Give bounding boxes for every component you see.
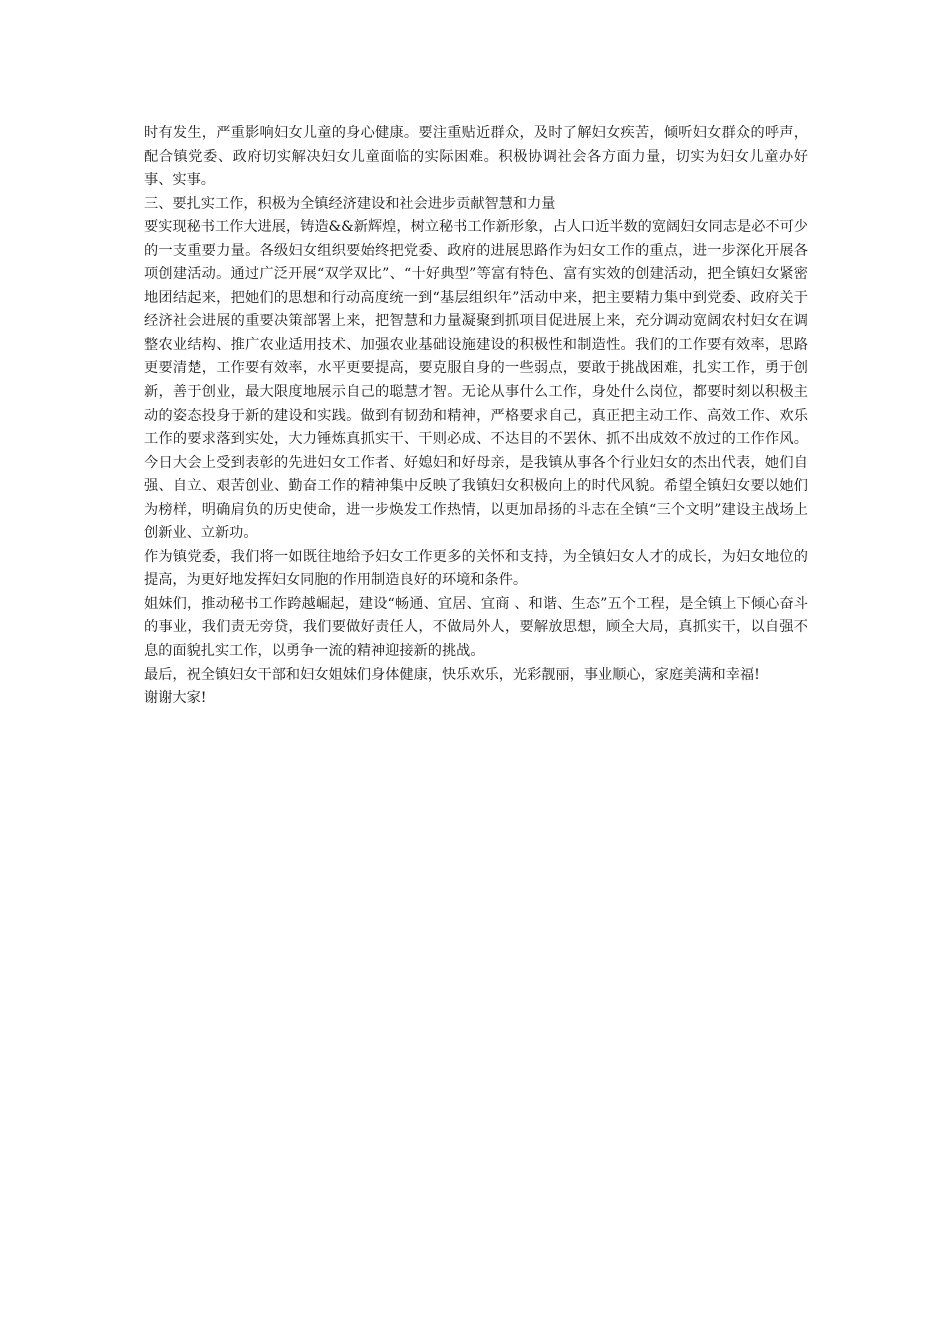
paragraph-continuation: 时有发生，严重影响妇女儿童的身心健康。要注重贴近群众，及时了解妇女疾苦，倾听妇女群众的呼声，配合镇党委、政府切实解决妇女儿童面临的实际困难。积极协调社会各方面力量，切实为妇女儿童办好事、实事。 [144, 125, 808, 189]
paragraph-main: 要实现秘书工作大进展，铸造&&新辉煌，树立秘书工作新形象，占人口近半数的宽阔妇女同志是必不可少的一支重要力量。各级妇女组织要始终把党委、政府的进展思路作为妇女工作的重点，进一步深化开展各项创建活动。通过广泛开展“双学双比”、“十好典型”等富有特色、富有实效的创建活动，把全镇妇女紧密地团结起来，把她们的思想和行动高度统一到“基层组织年”活动中来，把主要精力集中到党委、政府关于经济社会进展的重要决策部署上来，把智慧和力量凝聚到抓项目促进展上来，充分调动宽阔农村妇女在调整农业结构、推广农业适用技术、加强农业基础设施建设的积极性和制造性。我们的工作要有效率，思路更要清楚，工作要有效率，水平更要提高，要克服自身的一些弱点，要敢于挑战困难，扎实工作，勇于创新，善于创业，最大限度地展示自己的聪慧才智。无论从事什么工作，身处什么岗位，都要时刻以积极主动的姿态投身于新的建设和实践。做到有韧劲和精神，严格要求自己，真正把主动工作、高效工作、欢乐工作的要求落到实处，大力锤炼真抓实干、干则必成、不达目的不罢休、抓不出成效不放过的工作作风。今日大会上受到表彰的先进妇女工作者、好媳妇和好母亲，是我镇从事各个行业妇女的杰出代表，她们自强、自立、艰苦创业、勤奋工作的精神集中反映了我镇妇女积极向上的时代风貌。希望全镇妇女要以她们为榜样，明确肩负的历史使命，进一步焕发工作热情，以更加昂扬的斗志在全镇“三个文明”建设主战场上创新业、立新功。 [144, 219, 808, 542]
paragraph-sisters: 姐妹们，推动秘书工作跨越崛起，建设“畅通、宜居、宜商 、和谐、生态”五个工程，是全镇上下倾心奋斗的事业，我们责无旁贷，我们要做好责任人，不做局外人，要解放思想，顾全大局，真抓实干，以自强不息的面貌扎实工作，以勇争一流的精神迎接新的挑战。 [144, 595, 808, 660]
document-body [144, 122, 808, 711]
paragraph-thanks: 谢谢大家! [144, 690, 207, 707]
section-heading: 三、要扎实工作，积极为全镇经济建设和社会进步贡献智慧和力量 [144, 195, 556, 212]
paragraph-party-committee: 作为镇党委，我们将一如既往地给予妇女工作更多的关怀和支持，为全镇妇女人才的成长，为妇女地位的提高，为更好地发挥妇女同胞的作用制造良好的环境和条件。 [144, 548, 808, 589]
paragraph-closing-wishes: 最后，祝全镇妇女干部和妇女姐妹们身体健康，快乐欢乐，光彩靓丽，事业顺心，家庭美满和幸福! [144, 666, 760, 683]
